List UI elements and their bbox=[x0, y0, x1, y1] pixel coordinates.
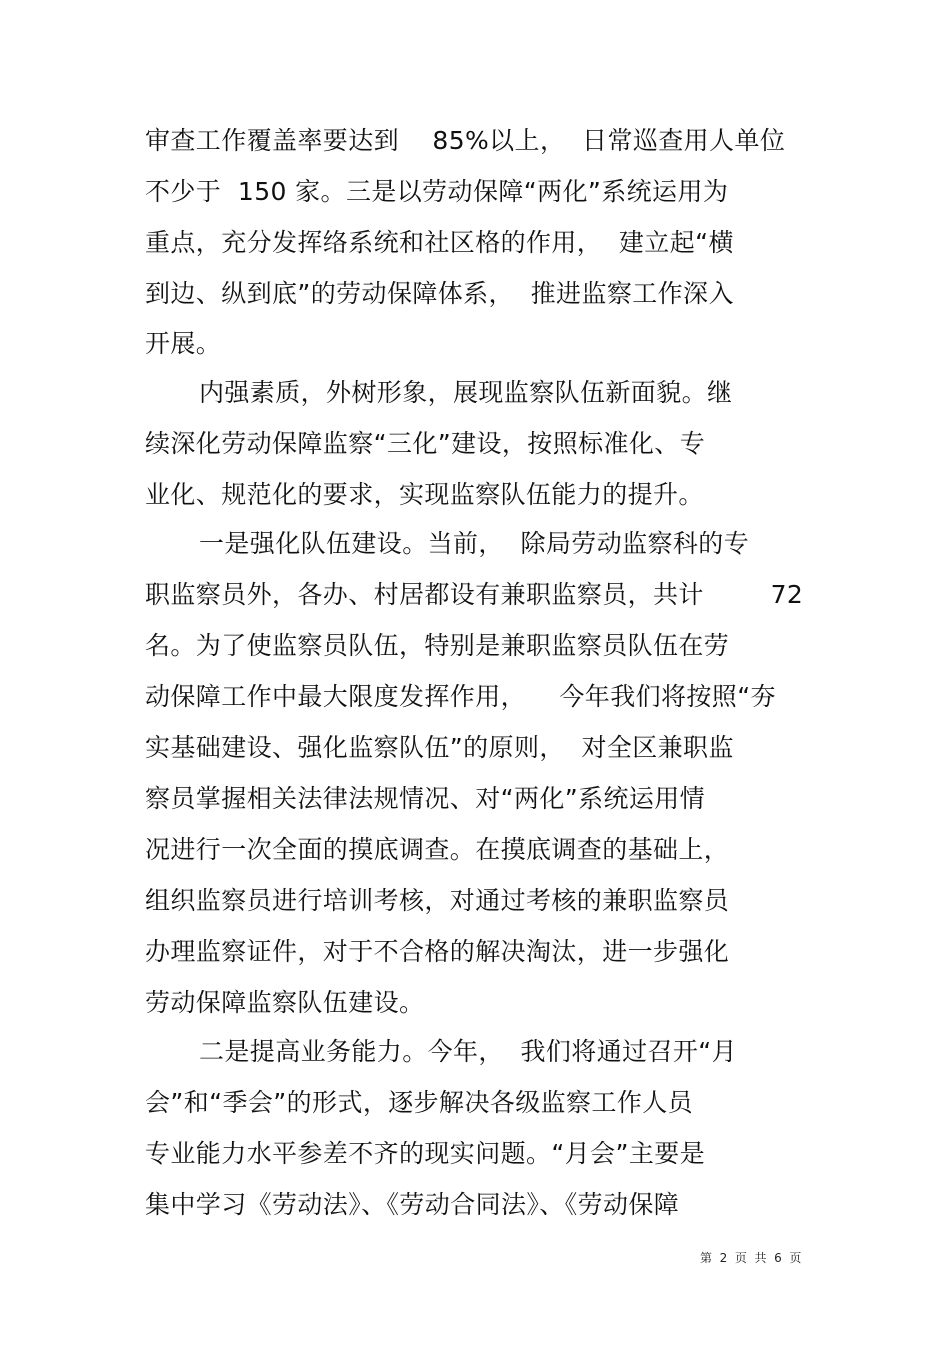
paragraph-first-line: 二是提高业务能力。今年， 我们将通过召开“月 bbox=[199, 1037, 738, 1066]
text-line: 办理监察证件，对于不合格的解决淘汰，进一步强化 bbox=[145, 937, 730, 966]
text-line: 实基础建设、强化监察队伍”的原则， 对全区兼职监 bbox=[145, 733, 734, 762]
text-line: 不少于 150 家。三是以劳动保障“两化”系统运用为 bbox=[145, 177, 729, 206]
paragraph-first-line: 内强素质，外树形象，展现监察队伍新面貌。继 bbox=[199, 378, 733, 407]
text-line: 劳动保障监察队伍建设。 bbox=[145, 988, 425, 1017]
text-line: 到边、纵到底”的劳动保障体系， 推进监察工作深入 bbox=[145, 279, 734, 308]
text-line: 业化、规范化的要求，实现监察队伍能力的提升。 bbox=[145, 480, 704, 509]
text-line: 集中学习《劳动法》、《劳动合同法》、《劳动保障 bbox=[145, 1190, 680, 1219]
paragraph-first-line: 一是强化队伍建设。当前， 除局劳动监察科的专 bbox=[199, 529, 750, 558]
text-line: 察员掌握相关法律法规情况、对“两化”系统运用情 bbox=[145, 784, 706, 813]
text-line: 组织监察员进行培训考核，对通过考核的兼职监察员 bbox=[145, 886, 730, 915]
text-line: 审查工作覆盖率要达到 85%以上， 日常巡查用人单位 bbox=[145, 126, 786, 155]
text-line: 动保障工作中最大限度发挥作用， 今年我们将按照“夯 bbox=[145, 682, 776, 711]
text-line: 续深化劳动保障监察“三化”建设，按照标准化、专 bbox=[145, 429, 706, 458]
text-line: 名。为了使监察员队伍，特别是兼职监察员队伍在劳 bbox=[145, 631, 730, 660]
page-number-footer: 第 2 页 共 6 页 bbox=[700, 1251, 802, 1265]
text-line: 况进行一次全面的摸底调查。在摸底调查的基础上， bbox=[145, 835, 730, 864]
text-line: 重点，充分发挥络系统和社区格的作用， 建立起“横 bbox=[145, 228, 734, 257]
text-line: 开展。 bbox=[145, 329, 222, 358]
text-line: 专业能力水平参差不齐的现实问题。“月会”主要是 bbox=[145, 1139, 706, 1168]
text-line: 会”和“季会”的形式，逐步解决各级监察工作人员 bbox=[145, 1088, 694, 1117]
text-line: 职监察员外，各办、村居都设有兼职监察员，共计 72 bbox=[145, 580, 804, 609]
